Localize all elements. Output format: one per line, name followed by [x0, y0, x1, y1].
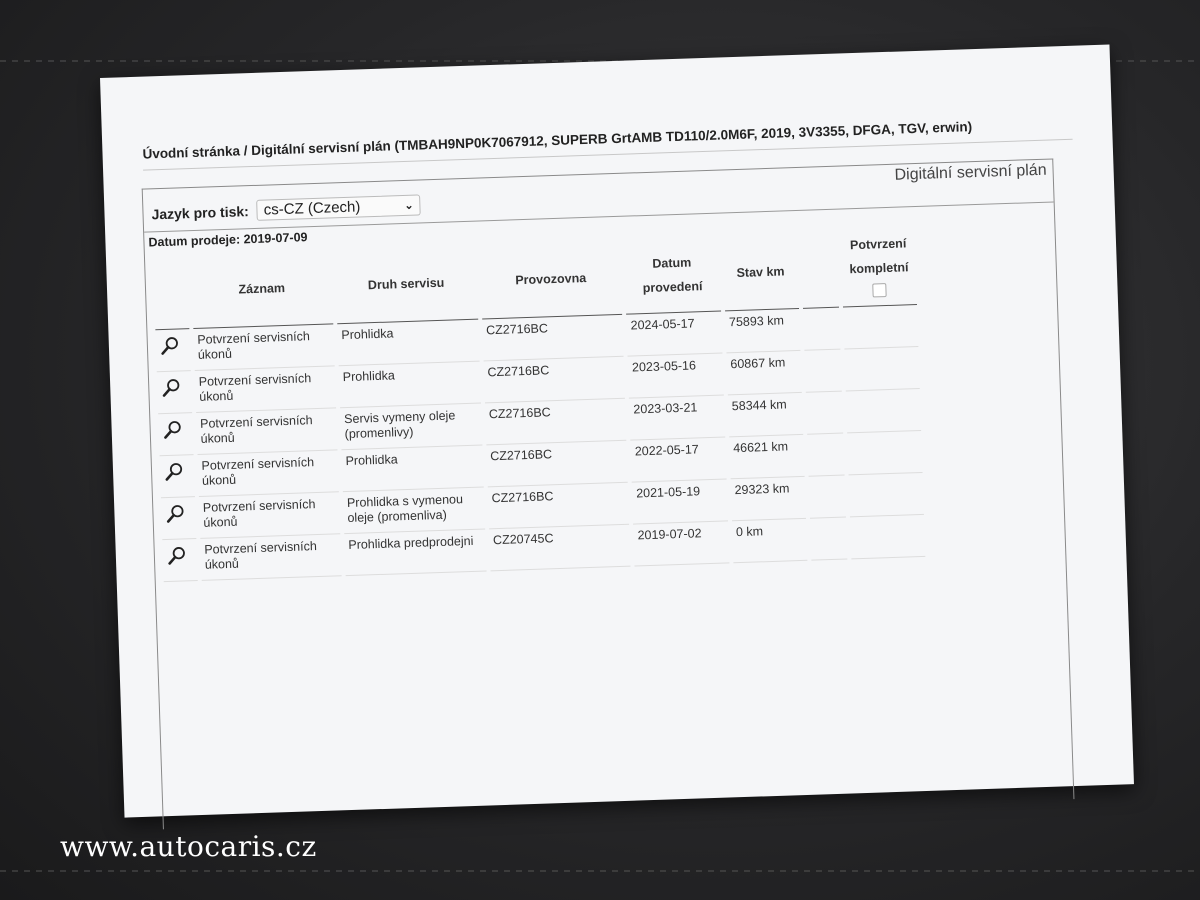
row-spacer	[810, 518, 848, 561]
row-spacer	[807, 434, 845, 477]
row-service-type: Prohlidka	[341, 446, 483, 493]
magnifier-icon[interactable]	[162, 420, 181, 439]
row-workshop: CZ20745C	[489, 525, 631, 572]
row-workshop: CZ2716BC	[485, 399, 627, 446]
row-icon-cell	[160, 455, 195, 498]
row-km: 0 km	[732, 519, 808, 563]
row-icon-cell	[157, 371, 192, 414]
row-date: 2023-05-16	[628, 354, 724, 399]
header-date	[624, 239, 721, 315]
row-workshop: CZ2716BC	[487, 483, 629, 530]
row-icon-cell	[162, 539, 197, 582]
printed-page	[100, 45, 1134, 818]
row-icon-cell	[155, 329, 190, 372]
magnifier-icon[interactable]	[161, 378, 180, 397]
header-date-line1: Datum	[652, 255, 692, 272]
row-spacer	[806, 392, 844, 435]
language-select[interactable]	[256, 194, 421, 220]
header-confirm-line1: Potvrzení	[849, 236, 907, 253]
language-selected-value: cs-CZ (Czech)	[263, 198, 361, 219]
row-date: 2022-05-17	[630, 438, 726, 483]
row-workshop: CZ2716BC	[482, 315, 624, 362]
row-record: Potvrzení servisních úkonů	[200, 535, 341, 582]
header-km: Stav km	[722, 236, 799, 312]
row-km: 58344 km	[727, 393, 803, 437]
service-plan-panel	[142, 158, 1075, 829]
header-record: Záznam	[191, 251, 333, 329]
header-service-type: Druh servisu	[335, 247, 478, 325]
language-row	[151, 194, 421, 224]
watermark: www.autocaris.cz	[60, 830, 317, 863]
header-confirm	[841, 232, 917, 308]
row-icon-cell	[158, 413, 193, 456]
language-label: Jazyk pro tisk:	[151, 202, 250, 222]
row-spacer	[809, 476, 847, 519]
header-confirm-line2: kompletní	[849, 260, 909, 277]
seat-stitching-bottom	[0, 870, 1200, 872]
row-confirm	[848, 431, 923, 475]
breadcrumb: Úvodní stránka / Digitální servisní plán (TMBAH9NP0K7067912, SUPERB GrtAMB TD110/2.0M6F, 2019, 3V3355, DFGA, TGV, erwin)	[142, 116, 1072, 171]
row-service-type: Prohlidka	[338, 362, 480, 409]
row-record: Potvrzení servisních úkonů	[199, 493, 340, 540]
row-workshop: CZ2716BC	[486, 441, 628, 488]
row-record: Potvrzení servisních úkonů	[194, 367, 335, 414]
row-confirm	[846, 389, 921, 433]
row-icon-cell	[161, 497, 196, 540]
row-record: Potvrzení servisních úkonů	[196, 409, 337, 456]
row-spacer	[804, 350, 842, 393]
row-date: 2024-05-17	[626, 312, 722, 357]
header-spacer	[801, 235, 840, 309]
panel-title: Digitální servisní plán	[894, 161, 1047, 184]
row-date: 2023-03-21	[629, 396, 725, 441]
row-service-type: Prohlidka predprodejni	[344, 530, 486, 577]
row-km: 75893 km	[725, 309, 801, 353]
magnifier-icon[interactable]	[165, 504, 184, 523]
row-service-type: Servis vymeny oleje (promenlivy)	[340, 404, 482, 451]
row-confirm	[845, 347, 920, 391]
row-date: 2021-05-19	[632, 480, 728, 525]
row-date: 2019-07-02	[633, 522, 729, 567]
magnifier-icon[interactable]	[160, 336, 179, 355]
header-workshop: Provozovna	[479, 242, 622, 320]
row-service-type: Prohlidka s vymenou oleje (promenliva)	[343, 488, 485, 535]
row-km: 46621 km	[729, 435, 805, 479]
row-confirm	[850, 515, 925, 559]
confirm-all-checkbox[interactable]	[872, 283, 886, 297]
row-km: 29323 km	[730, 477, 806, 521]
row-confirm	[843, 305, 918, 349]
row-confirm	[849, 473, 924, 517]
service-records-table	[149, 232, 929, 583]
header-icon-col	[153, 256, 189, 330]
header-date-line2: provedení	[642, 279, 703, 296]
row-record: Potvrzení servisních úkonů	[197, 451, 338, 498]
row-spacer	[803, 308, 841, 351]
row-workshop: CZ2716BC	[483, 357, 625, 404]
chevron-down-icon: ⌄	[404, 199, 414, 212]
magnifier-icon[interactable]	[164, 462, 183, 481]
magnifier-icon[interactable]	[167, 546, 186, 565]
row-record: Potvrzení servisních úkonů	[193, 325, 334, 372]
row-km: 60867 km	[726, 351, 802, 395]
sale-date: Datum prodeje: 2019-07-09	[148, 230, 308, 250]
row-service-type: Prohlidka	[337, 320, 479, 367]
